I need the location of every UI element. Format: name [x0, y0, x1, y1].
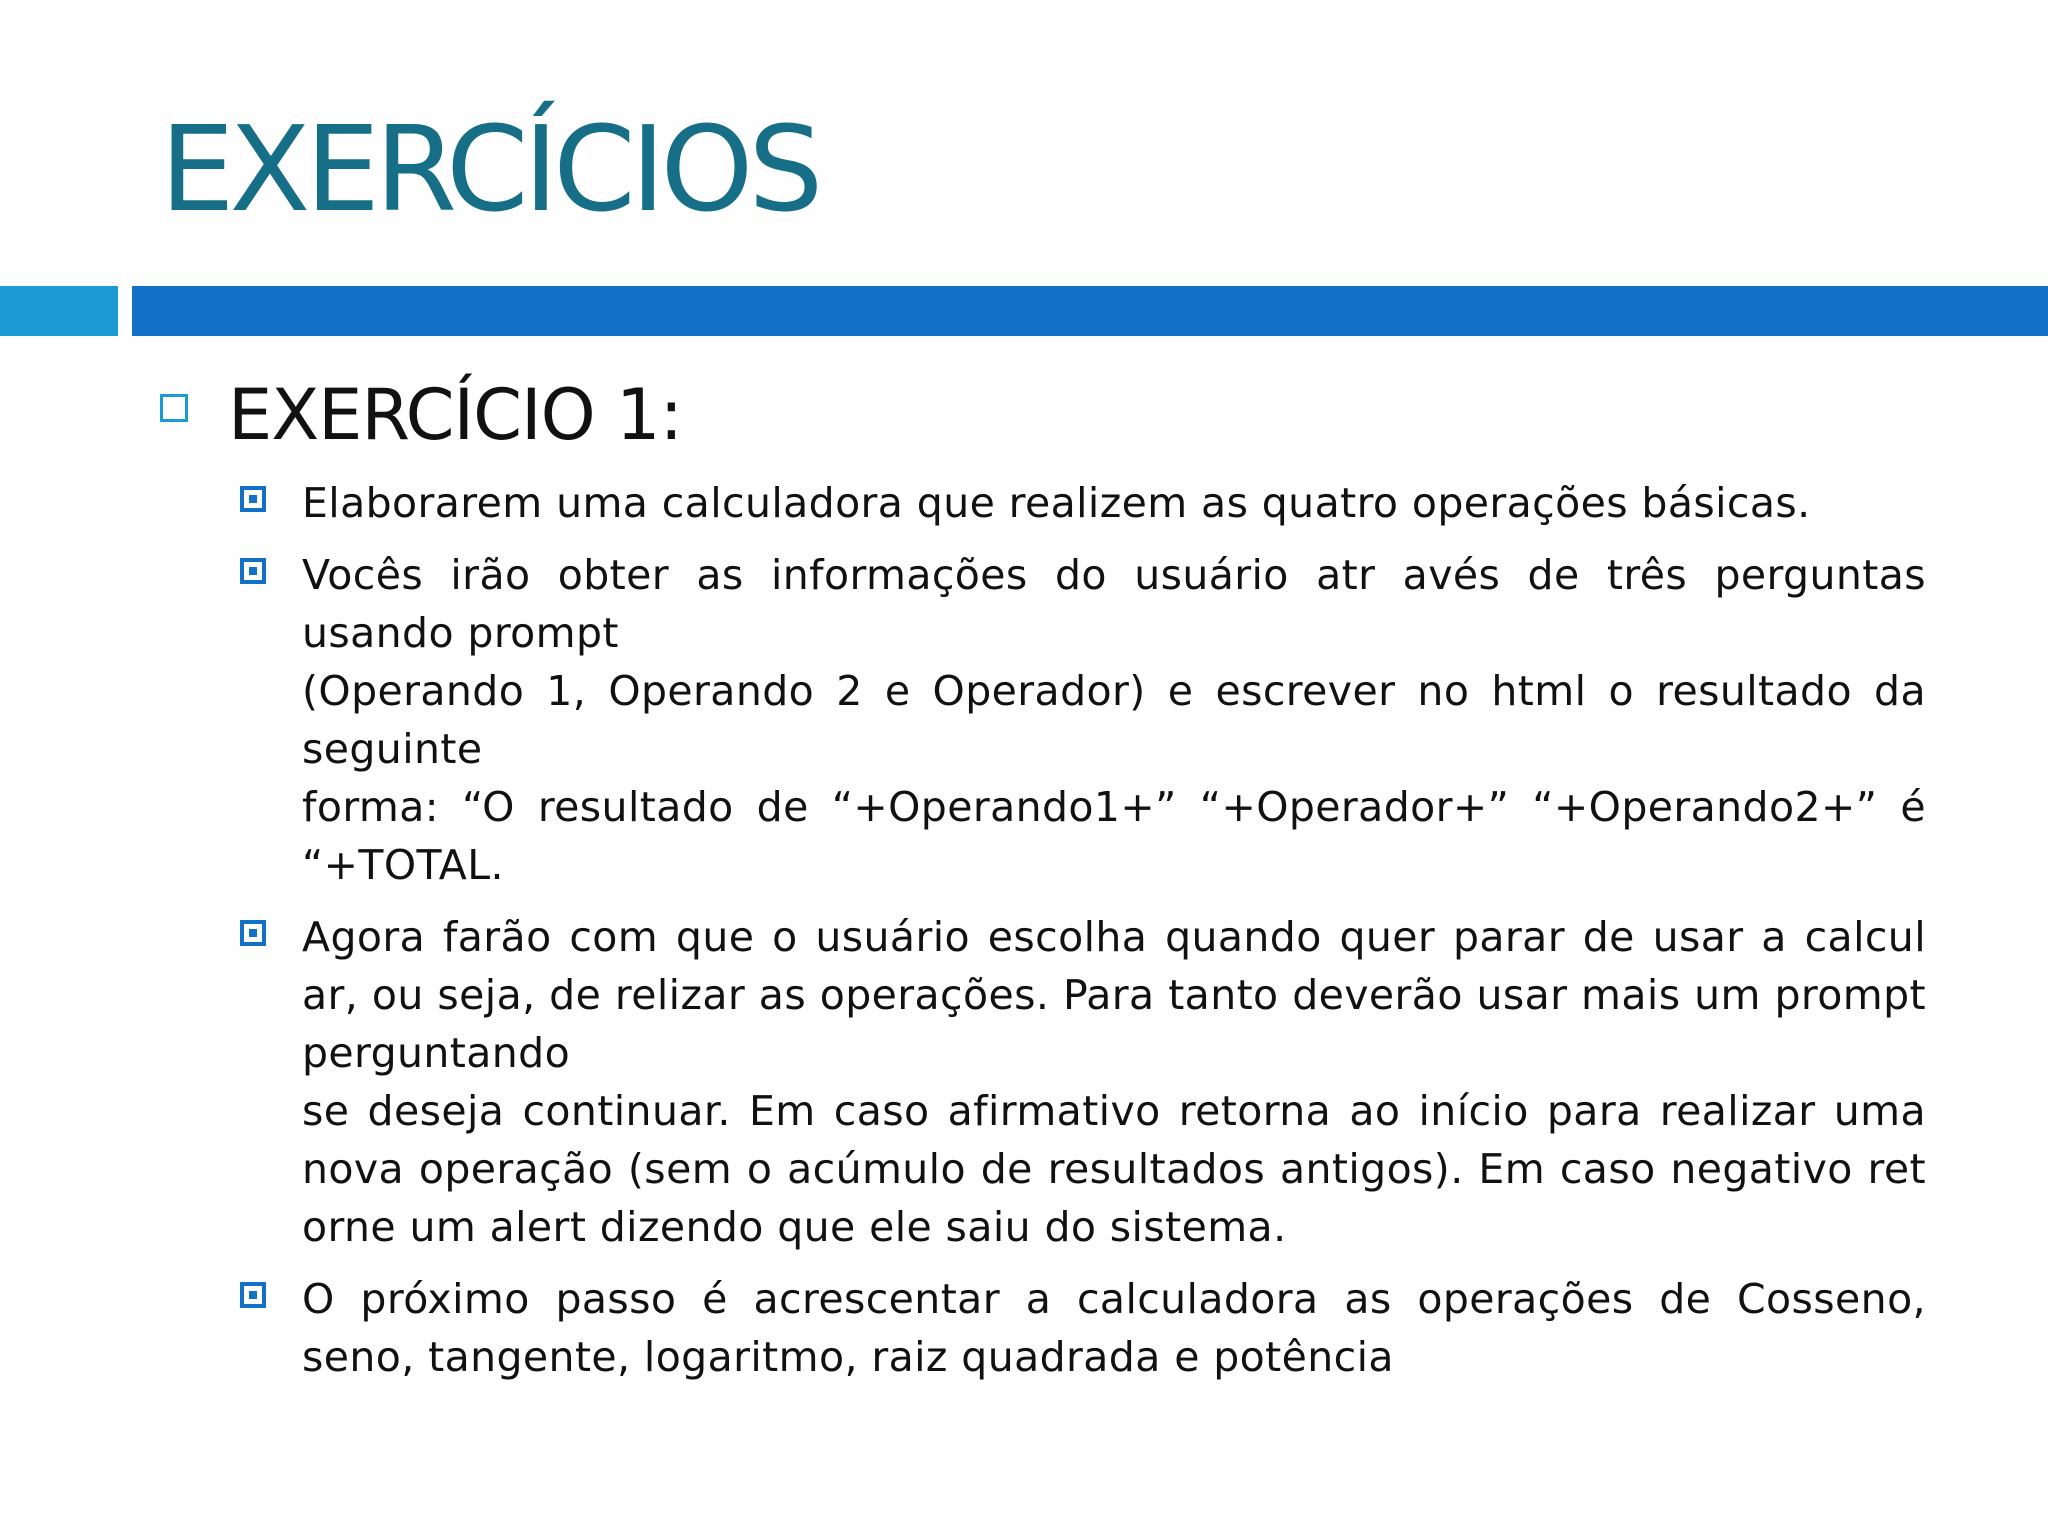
- item-line: Vocês irão obter as informações do usuário atr avés de três perguntas usando prompt: [302, 551, 1926, 657]
- list-item: [240, 908, 1940, 1256]
- square-bullet-icon: [160, 394, 188, 422]
- item-line: Agora farão com que o usuário escolha quando quer parar de usar a calcul ar, ou seja, de relizar as operações. Para tanto deverão usar mais um prompt perguntando: [302, 913, 1926, 1077]
- title-bar-accent: [0, 286, 118, 336]
- square-bullet-icon: [240, 1282, 266, 1308]
- slide-title: EXERCÍCIOS: [160, 100, 819, 238]
- item-text: O próximo passo é acrescentar a calculadora as operações de Cosseno, seno, tangente, logaritmo, raiz quadrada e potência: [302, 1275, 1926, 1381]
- square-bullet-icon: [240, 558, 266, 584]
- item-line: forma: “O resultado de “+Operando1+” “+Operador+” “+Operando2+” é “+TOTAL.: [302, 783, 1926, 889]
- item-text: [302, 546, 1926, 894]
- square-bullet-icon: [240, 920, 266, 946]
- title-bar: [132, 286, 2048, 336]
- list-item: [240, 474, 1940, 532]
- item-line: (Operando 1, Operando 2 e Operador) e escrever no html o resultado da seguinte: [302, 667, 1926, 773]
- item-line: se deseja continuar. Em caso afirmativo retorna ao início para realizar uma nova operação (sem o acúmulo de resultados antigos). Em caso negativo ret orne um alert dizendo que ele saiu do sistema.: [302, 1087, 1926, 1251]
- item-text: Elaborarem uma calculadora que realizem as quatro operações básicas.: [302, 479, 1811, 527]
- list-item: [240, 1270, 1940, 1386]
- heading-bullet-item: [160, 374, 683, 456]
- exercise-heading: EXERCÍCIO 1:: [228, 374, 683, 456]
- square-bullet-icon: [240, 486, 266, 512]
- item-text: [302, 908, 1926, 1256]
- list-item: [240, 546, 1940, 894]
- exercise-list: [240, 474, 1940, 1400]
